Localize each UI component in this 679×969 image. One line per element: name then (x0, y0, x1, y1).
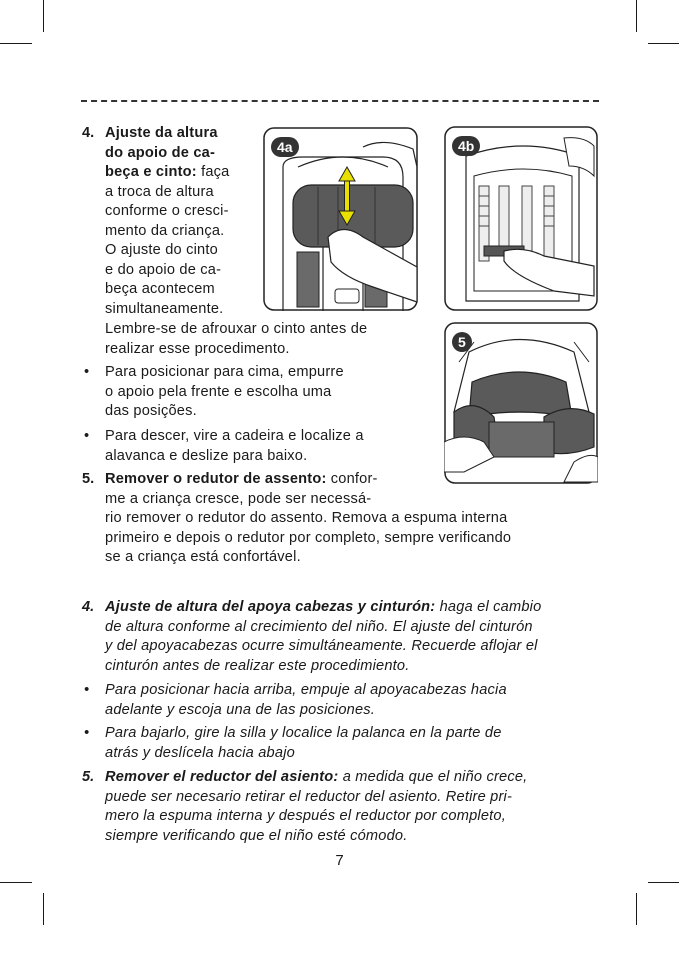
es-bullet-line: Para posicionar hacia arriba, empuje al apoyacabezas hacia (105, 682, 507, 698)
item-number: 4. (82, 599, 95, 615)
bullet-icon: • (84, 428, 90, 444)
pt-s4-line: e do apoio de ca- (105, 261, 222, 278)
pt-bullet-line: Para posicionar para cima, empurre (105, 364, 344, 380)
es-s5-line: mero la espuma interna y después el reductor por completo, (105, 808, 506, 824)
es-bullet-line: adelante y escoja una de las posiciones. (105, 701, 376, 718)
page-number: 7 (335, 852, 344, 869)
crop-mark (648, 882, 679, 883)
crop-mark (43, 893, 44, 925)
pt-s4-line: simultaneamente. (105, 300, 224, 317)
pt-s5-line: primeiro e depois o redutor por completo, sempre verificando (105, 529, 512, 546)
bullet-icon: • (84, 725, 90, 741)
pt-s4-line: beça e cinto: faça (105, 164, 230, 180)
pt-s4-line: beça acontecem (105, 281, 215, 297)
pt-s5-line: me a criança cresce, pode ser necessá- (105, 490, 372, 507)
pt-s4-line: O ajuste do cinto (105, 242, 218, 258)
pt-s4-line: mento da criança. (105, 222, 225, 239)
item-number: 5. (82, 769, 95, 785)
pt-s4-line: realizar esse procedimento. (105, 340, 290, 357)
pt-s5-line: Remover o redutor de assento: confor- (105, 471, 378, 487)
es-bullet-line: atrás y deslícela hacia abajo (105, 744, 295, 761)
pt-s4-heading: do apoio de ca- (105, 144, 216, 161)
dashed-divider (81, 100, 599, 102)
figure-4b (444, 126, 598, 311)
figure-4a (263, 127, 418, 311)
item-number: 4. (82, 125, 95, 141)
es-s5-line: siempre verificando que el niño esté cómodo. (105, 827, 408, 844)
crop-mark (636, 893, 637, 925)
crop-mark (43, 0, 44, 32)
es-s5-line: puede ser necesario retirar el reductor del asiento. Retire pri- (105, 788, 513, 805)
figure-5 (444, 322, 598, 484)
pt-s4-line: Lembre-se de afrouxar o cinto antes de (105, 321, 368, 337)
crop-mark (0, 43, 32, 44)
crop-mark (636, 0, 637, 32)
es-s4-line: Ajuste de altura del apoya cabezas y cinturón: haga el cambio (105, 599, 542, 615)
figure-label: 5 (452, 332, 472, 352)
es-bullet-line: Para bajarlo, gire la silla y localice la palanca en la parte de (105, 725, 502, 741)
pt-s5-line: se a criança está confortável. (105, 549, 301, 565)
es-s5-line: Remover el reductor del asiento: a medida que el niño crece, (105, 769, 528, 785)
pt-bullet-line: Para descer, vire a cadeira e localize a (105, 428, 364, 444)
pt-bullet-line: das posições. (105, 403, 197, 419)
figure-label: 4a (271, 137, 299, 157)
pt-s4-line: a troca de altura (105, 183, 214, 200)
es-s4-line: de altura conforme al crecimiento del niño. El ajuste del cinturón (105, 618, 533, 635)
es-s4-line: cinturón antes de realizar este procedimiento. (105, 657, 410, 674)
pt-bullet-line: alavanca e deslize para baixo. (105, 447, 308, 464)
es-s4-line: y del apoyacabezas ocurre simultáneamente. Recuerde aflojar el (105, 638, 538, 654)
pt-bullet-line: o apoio pela frente e escolha uma (105, 383, 332, 400)
pt-s5-line: rio remover o redutor do assento. Remova a espuma interna (105, 510, 508, 526)
figure-label: 4b (452, 136, 480, 156)
item-number: 5. (82, 471, 95, 487)
bullet-icon: • (84, 364, 90, 380)
crop-mark (648, 43, 679, 44)
crop-mark (0, 882, 32, 883)
pt-s4-heading: Ajuste da altura (105, 125, 218, 141)
pt-s4-line: conforme o cresci- (105, 203, 229, 219)
bullet-icon: • (84, 682, 90, 698)
